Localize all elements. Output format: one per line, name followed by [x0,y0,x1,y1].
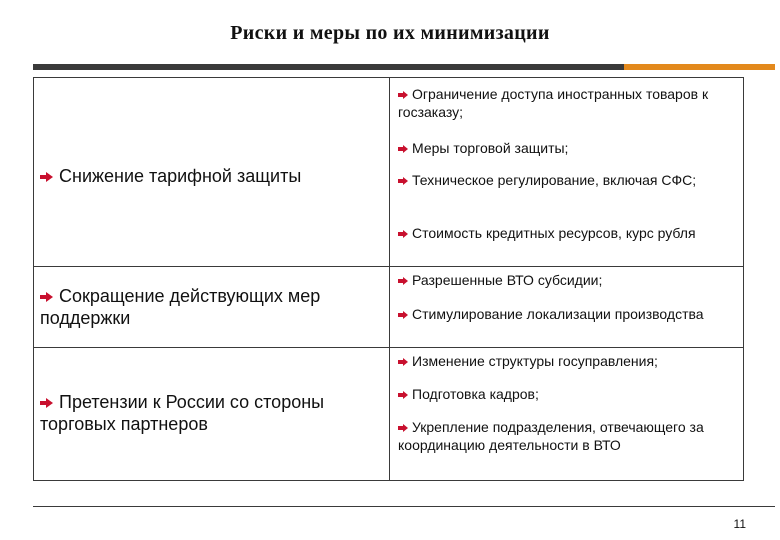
measure-item [398,385,738,403]
page-number: 11 [733,517,746,531]
risk-cell-1 [40,165,385,187]
red-arrow-bullet-icon [398,91,408,99]
red-arrow-bullet-icon [40,292,53,302]
footer-rule [33,506,775,507]
red-arrow-bullet-icon [398,311,408,319]
red-arrow-bullet-icon [398,358,408,366]
measure-item [398,305,738,323]
red-arrow-bullet-icon [398,145,408,153]
red-arrow-bullet-icon [398,230,408,238]
risk-text: Претензии к России со стороны торговых партнеров [40,392,325,434]
measure-item [398,352,738,370]
measure-text: Изменение структуры госуправления; [412,353,658,369]
measure-text: Разрешенные ВТО субсидии; [412,272,603,288]
measure-item [398,139,738,157]
red-arrow-bullet-icon [398,277,408,285]
red-arrow-bullet-icon [40,398,53,408]
column-divider [389,78,390,480]
measure-text: Подготовка кадров; [412,386,539,402]
red-arrow-bullet-icon [398,177,408,185]
measure-text: Укрепление подразделения, отвечающего за координацию деятельности в ВТО [398,419,704,453]
slide-title: Риски и меры по их минимизации [230,22,550,44]
red-arrow-bullet-icon [398,424,408,432]
measure-text: Меры торговой защиты; [412,140,569,156]
measure-text: Стимулирование локализации производства [412,306,704,322]
header-accent-bar [624,64,775,70]
red-arrow-bullet-icon [398,391,408,399]
risk-cell-2 [40,285,385,329]
risk-text: Снижение тарифной защиты [59,166,302,186]
measure-text: Стоимость кредитных ресурсов, курс рубля [412,225,696,241]
measure-item [398,418,738,454]
measure-text: Техническое регулирование, включая СФС; [412,172,697,188]
risk-text: Сокращение действующих мер поддержки [40,286,321,328]
risks-table [33,77,744,481]
risk-cell-3 [40,391,385,435]
measure-text: Ограничение доступа иностранных товаров к госзаказу; [398,86,709,120]
measure-item [398,271,738,289]
red-arrow-bullet-icon [40,172,53,182]
measure-item [398,171,738,189]
measure-item [398,85,738,121]
measure-item [398,224,738,242]
row-divider-2 [34,347,743,348]
row-divider-1 [34,266,743,267]
